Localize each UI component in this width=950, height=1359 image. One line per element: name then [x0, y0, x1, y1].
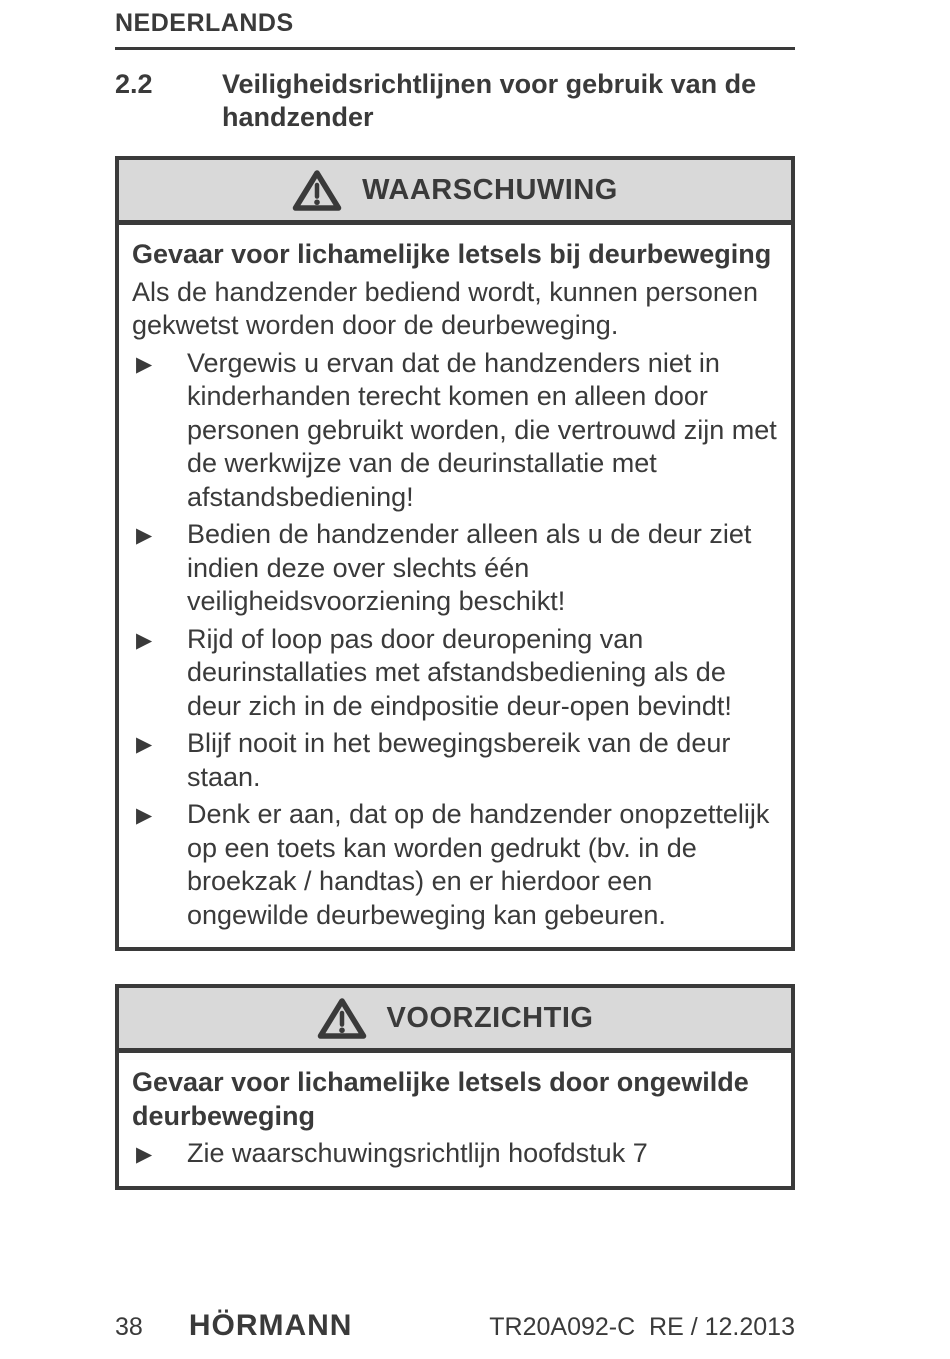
warning-triangle-icon [317, 996, 367, 1041]
warning-bullet-item [132, 798, 779, 932]
bullet-text: Rijd of loop pas door deuropening van deurinstallaties met afstandsbediening als de deur zich in de eindpositie deur-open bevindt! [187, 623, 732, 721]
language-header: NEDERLANDS [115, 9, 294, 37]
caution-box-label: VOORZICHTIG [386, 1001, 594, 1034]
warning-triangle-icon [292, 168, 342, 213]
bullet-text: Bedien de handzender alleen als u de deur ziet indien deze over slechts één veiligheidsvoorziening beschikt! [187, 519, 752, 616]
warning-intro: Als de handzender bediend wordt, kunnen personen gekwetst worden door de deurbeweging. [132, 276, 758, 340]
bullet-text: Denk er aan, dat op de handzender onopzettelijk op een toets kan worden gedrukt (bv. in de broekzak / handtas) en er hierdoor een ongewilde deurbeweging kan gebeuren. [187, 799, 770, 930]
bullet-arrow-icon: ▶ [136, 352, 153, 376]
warning-bullet-item [132, 518, 779, 619]
caution-title: Gevaar voor lichamelijke letsels door ongewilde deurbeweging [132, 1067, 749, 1131]
warning-box-body [119, 225, 791, 947]
warning-box-header [119, 160, 791, 225]
section-number: 2.2 [115, 69, 153, 99]
bullet-text: Zie waarschuwingsrichtlijn hoofdstuk 7 [187, 1138, 648, 1168]
bullet-arrow-icon: ▶ [136, 1143, 153, 1166]
warning-box [115, 156, 795, 951]
document-reference: TR20A092-C RE / 12.2013 [489, 1313, 795, 1341]
caution-box [115, 984, 795, 1190]
bullet-arrow-icon: ▶ [136, 628, 153, 652]
bullet-arrow-icon: ▶ [136, 804, 153, 827]
caution-bullet-list [132, 1137, 779, 1171]
warning-bullet-item [132, 623, 779, 724]
warning-bullet-list [132, 347, 779, 933]
section-heading [115, 68, 795, 134]
bullet-text: Vergewis u ervan dat de handzenders niet in kinderhanden terecht komen en alleen door personen gebruikt worden, die vertrouwd zijn met de werkwijze van de deurinstallatie met afstandsbediening! [187, 347, 777, 512]
warning-box-label: WAARSCHUWING [362, 173, 618, 206]
caution-bullet-item [132, 1137, 779, 1171]
bullet-arrow-icon: ▶ [136, 524, 153, 547]
warning-bullet-item [132, 727, 779, 794]
caution-box-header [119, 988, 791, 1053]
bullet-arrow-icon: ▶ [136, 733, 153, 756]
header-rule [115, 47, 795, 50]
page-number: 38 [115, 1313, 143, 1341]
warning-bullet-item [132, 347, 779, 515]
page-footer [115, 1309, 795, 1343]
section-title: Veiligheidsrichtlijnen voor gebruik van de handzender [222, 69, 757, 132]
warning-title: Gevaar voor lichamelijke letsels bij deurbeweging [132, 239, 772, 269]
bullet-text: Blijf nooit in het bewegingsbereik van de deur staan. [187, 728, 731, 792]
hormann-logo: HÖRMANN [188, 1309, 353, 1342]
caution-box-body [119, 1053, 791, 1186]
